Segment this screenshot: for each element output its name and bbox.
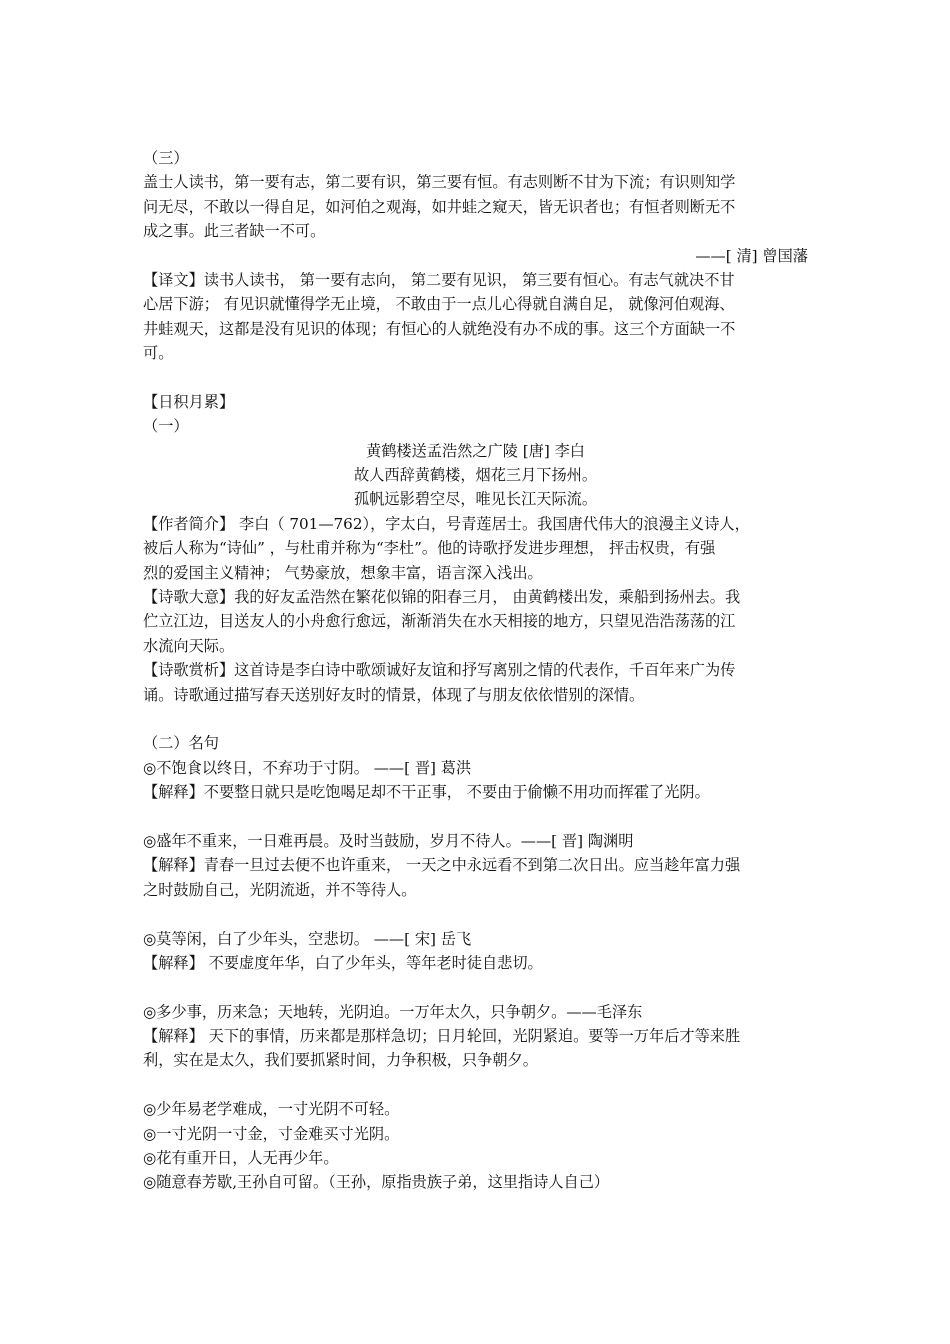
author-intro-line: 【作者简介】 李白（ 701—762），字太白，号青莲居士。我国唐代伟大的浪漫主义诗人， <box>143 514 750 533</box>
extra-quote-line: ◎一寸光阴一寸金，寸金难买寸光阴。 <box>143 1124 400 1143</box>
daily-heading: 【日积月累】 <box>143 392 235 411</box>
poem-meaning-line: 水流向天际。 <box>143 636 235 655</box>
translation-line: 可。 <box>143 344 174 363</box>
spacer <box>143 805 808 829</box>
appreciation-line: 【诗歌赏析】这首诗是李白诗中歌颂诚好友谊和抒写离别之情的代表作，千百年来广为传 <box>143 661 736 680</box>
quote-line: ◎不饱食以终日，不弃功于寸阴。 ——[ 晋] 葛洪 <box>143 758 472 777</box>
section-3-text-line: 问无尽，不敢以一得自足，如河伯之观海，如井蛙之窥天，皆无识者也；有恒者则断无不 <box>143 197 736 216</box>
appreciation-line: 诵。诗歌通过描写春天送别好友时的情景，体现了与朋友依依惜别的深情。 <box>143 685 645 704</box>
spacer <box>143 975 808 999</box>
translation-line: 【译文】读书人读书， 第一要有志向， 第二要有见识， 第三要有恒心。有志气就决不甘 <box>143 270 735 289</box>
spacer <box>143 366 808 390</box>
quotes-heading: （二）名句 <box>143 734 219 753</box>
quote-explanation-line: 【解释】青春一旦过去便不也许重来， 一天之中永远看不到第二次日出。应当趁年富力强 <box>143 856 741 875</box>
quote-line: ◎盛年不重来，一日难再晨。及时当鼓励，岁月不待人。——[ 晋] 陶渊明 <box>143 831 634 850</box>
author-intro-line: 烈的爱国主义精神； 气势豪放，想象丰富，语言深入浅出。 <box>143 563 543 582</box>
spacer <box>143 707 808 731</box>
extra-quote-line: ◎少年易老学难成，一寸光阴不可轻。 <box>143 1100 400 1119</box>
poem-line: 故人西辞黄鹤楼，烟花三月下扬州。 <box>354 466 597 485</box>
quote-explanation-line: 之时鼓励自己，光阴流逝，并不等待人。 <box>143 880 417 899</box>
section-3-text-line: 成之事。此三者缺一不可。 <box>143 222 326 241</box>
extra-quote-line: ◎随意春芳歇,王孙自可留。（王孙，原指贵族子弟，这里指诗人自己） <box>143 1173 610 1192</box>
poem-meaning-line: 伫立江边，目送友人的小舟愈行愈远，渐渐消失在水天相接的地方，只望见浩浩荡荡的江 <box>143 612 736 631</box>
document-page <box>143 146 808 1195</box>
quote-explanation-line: 【解释】 天下的事情，历来都是那样急切；日月轮回，光阴紧迫。要等一万年后才等来胜 <box>143 1027 741 1046</box>
quote-explanation-line: 【解释】不要整日就只是吃饱喝足却不干正事， 不要由于偷懒不用功而挥霍了光阴。 <box>143 783 710 802</box>
quote-line: ◎多少事，历来急；天地转，光阴迫。一万年太久，只争朝夕。——毛泽东 <box>143 1002 643 1021</box>
author-intro-line: 被后人称为“诗仙” ，与杜甫并称为“李杜”。他的诗歌抒发进步理想， 抨击权贵，有强 <box>143 539 716 558</box>
spacer <box>143 902 808 926</box>
poem-meaning-line: 【诗歌大意】我的好友孟浩然在繁花似锦的阳春三月， 由黄鹤楼出发，乘船到扬州去。我 <box>143 588 741 607</box>
quote-explanation-line: 【解释】 不要虚度年华，白了少年头，等年老时徒自悲切。 <box>143 953 543 972</box>
section-3-author: ——[ 清] 曾国藩 <box>695 246 808 265</box>
spacer <box>143 1073 808 1097</box>
section-3-text-line: 盖士人读书，第一要有志，第二要有识，第三要有恒。有志则断不甘为下流；有识则知学 <box>143 173 736 192</box>
translation-line: 心居下游； 有见识就懂得学无止境， 不敢由于一点儿心得就自满自足， 就像河伯观海、 <box>143 295 735 314</box>
poem-title: 黄鹤楼送孟浩然之广陵 [唐] 李白 <box>366 441 585 460</box>
quote-line: ◎莫等闲，白了少年头，空悲切。 ——[ 宋] 岳飞 <box>143 929 472 948</box>
quote-explanation-line: 利，实在是太久，我们要抓紧时间，力争积极，只争朝夕。 <box>143 1051 538 1070</box>
extra-quote-line: ◎花有重开日，人无再少年。 <box>143 1149 339 1168</box>
translation-line: 井蛙观天，这都是没有见识的体现；有恒心的人就绝没有办不成的事。这三个方面缺一不 <box>143 319 736 338</box>
section-3-heading: （三） <box>143 149 189 167</box>
daily-subheading: （一） <box>143 417 189 436</box>
poem-line: 孤帆远影碧空尽，唯见长江天际流。 <box>354 490 597 509</box>
